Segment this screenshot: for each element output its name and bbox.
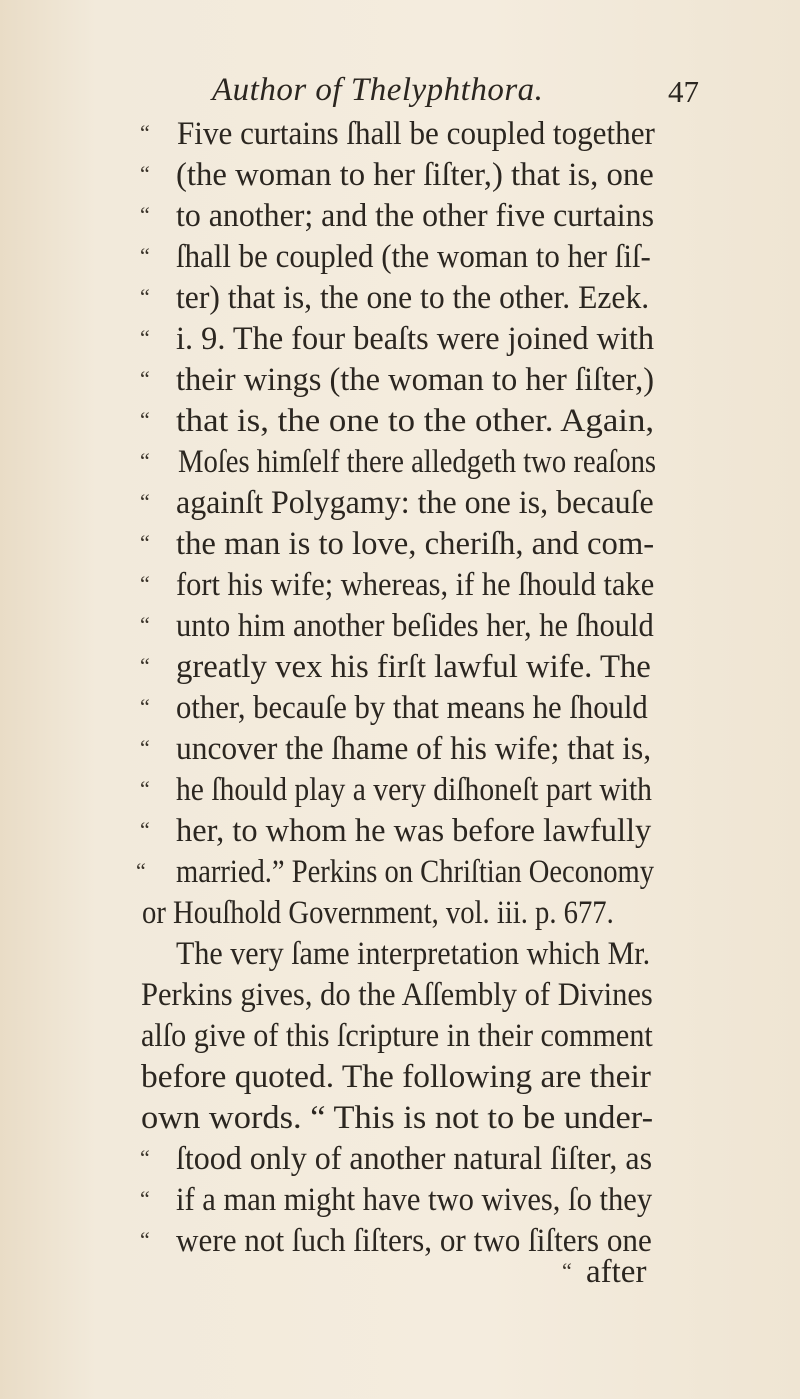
text-line	[0, 401, 800, 442]
quote-mark: “	[140, 1186, 150, 1211]
text-line	[0, 770, 800, 811]
line-text: after	[586, 1254, 647, 1290]
line-text: ſtood only of another natural ſiſter, as	[176, 1141, 653, 1177]
quote-mark: “	[140, 407, 150, 432]
text-line	[0, 237, 800, 278]
line-text: the man is to love, cheriſh, and com-	[176, 526, 655, 562]
text-line	[0, 360, 800, 401]
line-text: other, becauſe by that means he ſhould	[176, 690, 648, 726]
line-text: he ſhould play a very diſhoneſt part with	[176, 772, 652, 808]
quote-mark: “	[140, 653, 150, 678]
text-line	[0, 688, 800, 729]
line-text: greatly vex his firſt lawful wife. The	[176, 649, 651, 685]
quote-mark: “	[140, 489, 150, 514]
running-head: Author of Thelyphthora.	[212, 72, 544, 108]
line-text: i. 9. The four beaſts were joined with	[176, 321, 655, 357]
line-text: Perkins gives, do the Aſſembly of Divines	[141, 977, 653, 1013]
quote-mark: “	[140, 1145, 150, 1170]
quote-mark: “	[140, 202, 150, 227]
line-text: Five curtains ſhall be coupled together	[177, 116, 655, 152]
text-line	[0, 852, 800, 893]
text-line	[0, 1057, 800, 1098]
line-text: (the woman to her ſiſter,) that is, one	[176, 157, 654, 193]
line-text: fort his wife; whereas, if he ſhould take	[176, 567, 655, 603]
quote-mark: “	[140, 817, 150, 842]
line-text: unto him another beſides her, he ſhould	[176, 608, 654, 644]
line-text: married.” Perkins on Chriſtian Oeconomy	[176, 854, 655, 890]
line-text: to another; and the other five curtains	[176, 198, 655, 234]
line-text: or Houſhold Government, vol. iii. p. 677.	[142, 895, 614, 931]
line-text: alſo give of this ſcripture in their comment	[141, 1018, 653, 1054]
line-text: were not ſuch ſiſters, or two ſiſters one	[176, 1223, 652, 1259]
text-line	[0, 1252, 800, 1293]
quote-mark: “	[140, 612, 150, 637]
line-text: if a man might have two wives, ſo they	[176, 1182, 653, 1218]
text-line	[0, 934, 800, 975]
page-number: 47	[668, 74, 699, 109]
text-line	[0, 1098, 800, 1139]
quote-mark: “	[140, 366, 150, 391]
text-line	[0, 1016, 800, 1057]
text-line	[0, 606, 800, 647]
text-line	[0, 442, 800, 483]
text-line	[0, 155, 800, 196]
text-line	[0, 729, 800, 770]
text-line	[0, 278, 800, 319]
quote-mark: “	[140, 571, 150, 596]
quote-mark: “	[140, 530, 150, 555]
text-line	[0, 647, 800, 688]
text-line	[0, 1180, 800, 1221]
quote-mark: “	[140, 448, 150, 473]
quote-mark: “	[140, 325, 150, 350]
text-line	[0, 319, 800, 360]
text-line	[0, 483, 800, 524]
quote-mark: “	[140, 735, 150, 760]
line-text: ſhall be coupled (the woman to her ſiſ-	[176, 239, 651, 275]
text-line	[0, 975, 800, 1016]
quote-mark: “	[140, 694, 150, 719]
text-line	[0, 524, 800, 565]
text-line	[0, 196, 800, 237]
text-line	[0, 811, 800, 852]
quote-mark: “	[140, 776, 150, 801]
line-text: Moſes himſelf there alledgeth two reaſons	[178, 444, 657, 480]
quote-mark: “	[140, 243, 150, 268]
quote-mark: “	[140, 1227, 150, 1252]
line-text: ter) that is, the one to the other. Ezek.	[176, 280, 650, 316]
line-text: her, to whom he was before lawfully	[176, 813, 652, 849]
line-text: before quoted. The following are their	[141, 1059, 651, 1095]
line-text: againſt Polygamy: the one is, becauſe	[176, 485, 654, 521]
text-line	[0, 114, 800, 155]
quote-mark: “	[140, 120, 150, 145]
text-line	[0, 1139, 800, 1180]
line-text: their wings (the woman to her ſiſter,)	[176, 362, 655, 398]
page-header	[0, 72, 800, 112]
text-line	[0, 565, 800, 606]
line-text: uncover the ſhame of his wife; that is,	[176, 731, 652, 767]
text-line	[0, 893, 800, 934]
line-text: that is, the one to the other. Again,	[176, 403, 655, 439]
quote-mark: “	[136, 858, 146, 883]
line-text: The very ſame interpretation which Mr.	[176, 936, 651, 972]
quote-mark: “	[140, 284, 150, 309]
line-text: own words. “ This is not to be under-	[141, 1100, 654, 1136]
quote-mark: “	[140, 161, 150, 186]
quote-mark: “	[562, 1258, 572, 1283]
